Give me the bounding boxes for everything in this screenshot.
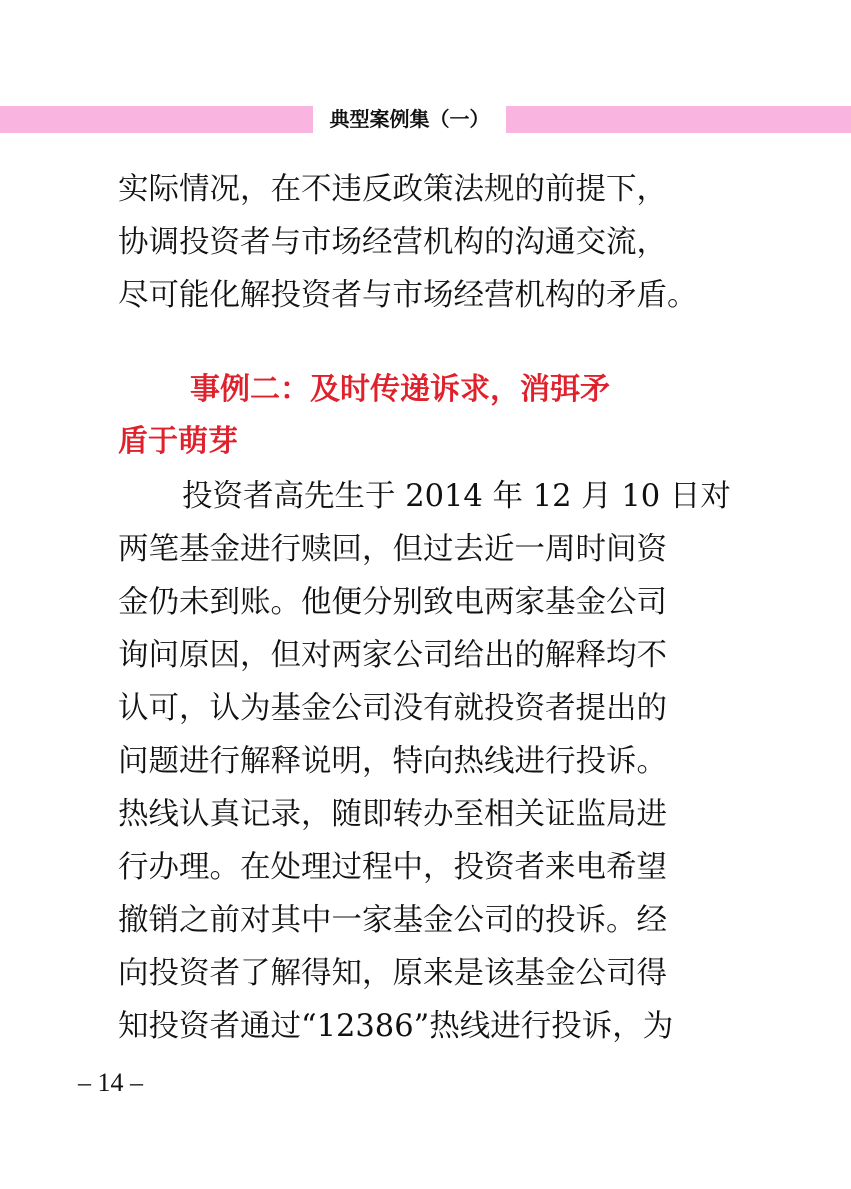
- header-title: 典型案例集（一）: [329, 107, 490, 131]
- running-header: [0, 106, 851, 133]
- text-line: 热线认真记录，随即转办至相关证监局进: [118, 797, 667, 832]
- case-paragraph: [118, 470, 731, 1053]
- text-line: 行办理。在处理过程中，投资者来电希望: [118, 850, 667, 885]
- header-band-left: [0, 106, 313, 133]
- case-heading: [118, 364, 718, 468]
- text-line: 撤销之前对其中一家基金公司的投诉。经: [118, 903, 667, 938]
- text-line: 金仍未到账。他便分别致电两家基金公司: [118, 585, 667, 620]
- text-line: 知投资者通过“12386”热线进行投诉，为: [118, 1009, 674, 1044]
- text-line: 问题进行解释说明，特向热线进行投诉。: [118, 744, 667, 779]
- heading-line: 盾于萌芽: [118, 424, 238, 459]
- text-line: 询问原因，但对两家公司给出的解释均不: [118, 638, 667, 673]
- heading-line: 事例二：及时传递诉求，消弭矛: [190, 372, 610, 407]
- page-number: – 14 –: [78, 1068, 143, 1097]
- text-line: 尽可能化解投资者与市场经营机构的矛盾。: [118, 278, 698, 313]
- text-line: 协调投资者与市场经营机构的沟通交流，: [118, 225, 667, 260]
- text-line: 认可，认为基金公司没有就投资者提出的: [118, 691, 667, 726]
- text-line: 向投资者了解得知，原来是该基金公司得: [118, 956, 667, 991]
- text-line: 实际情况，在不违反政策法规的前提下，: [118, 172, 667, 207]
- header-band-right: [506, 106, 851, 133]
- intro-paragraph: [118, 163, 718, 322]
- text-line: 两笔基金进行赎回，但过去近一周时间资: [118, 532, 667, 567]
- text-line: 投资者高先生于 2014 年 12 月 10 日对: [182, 479, 731, 514]
